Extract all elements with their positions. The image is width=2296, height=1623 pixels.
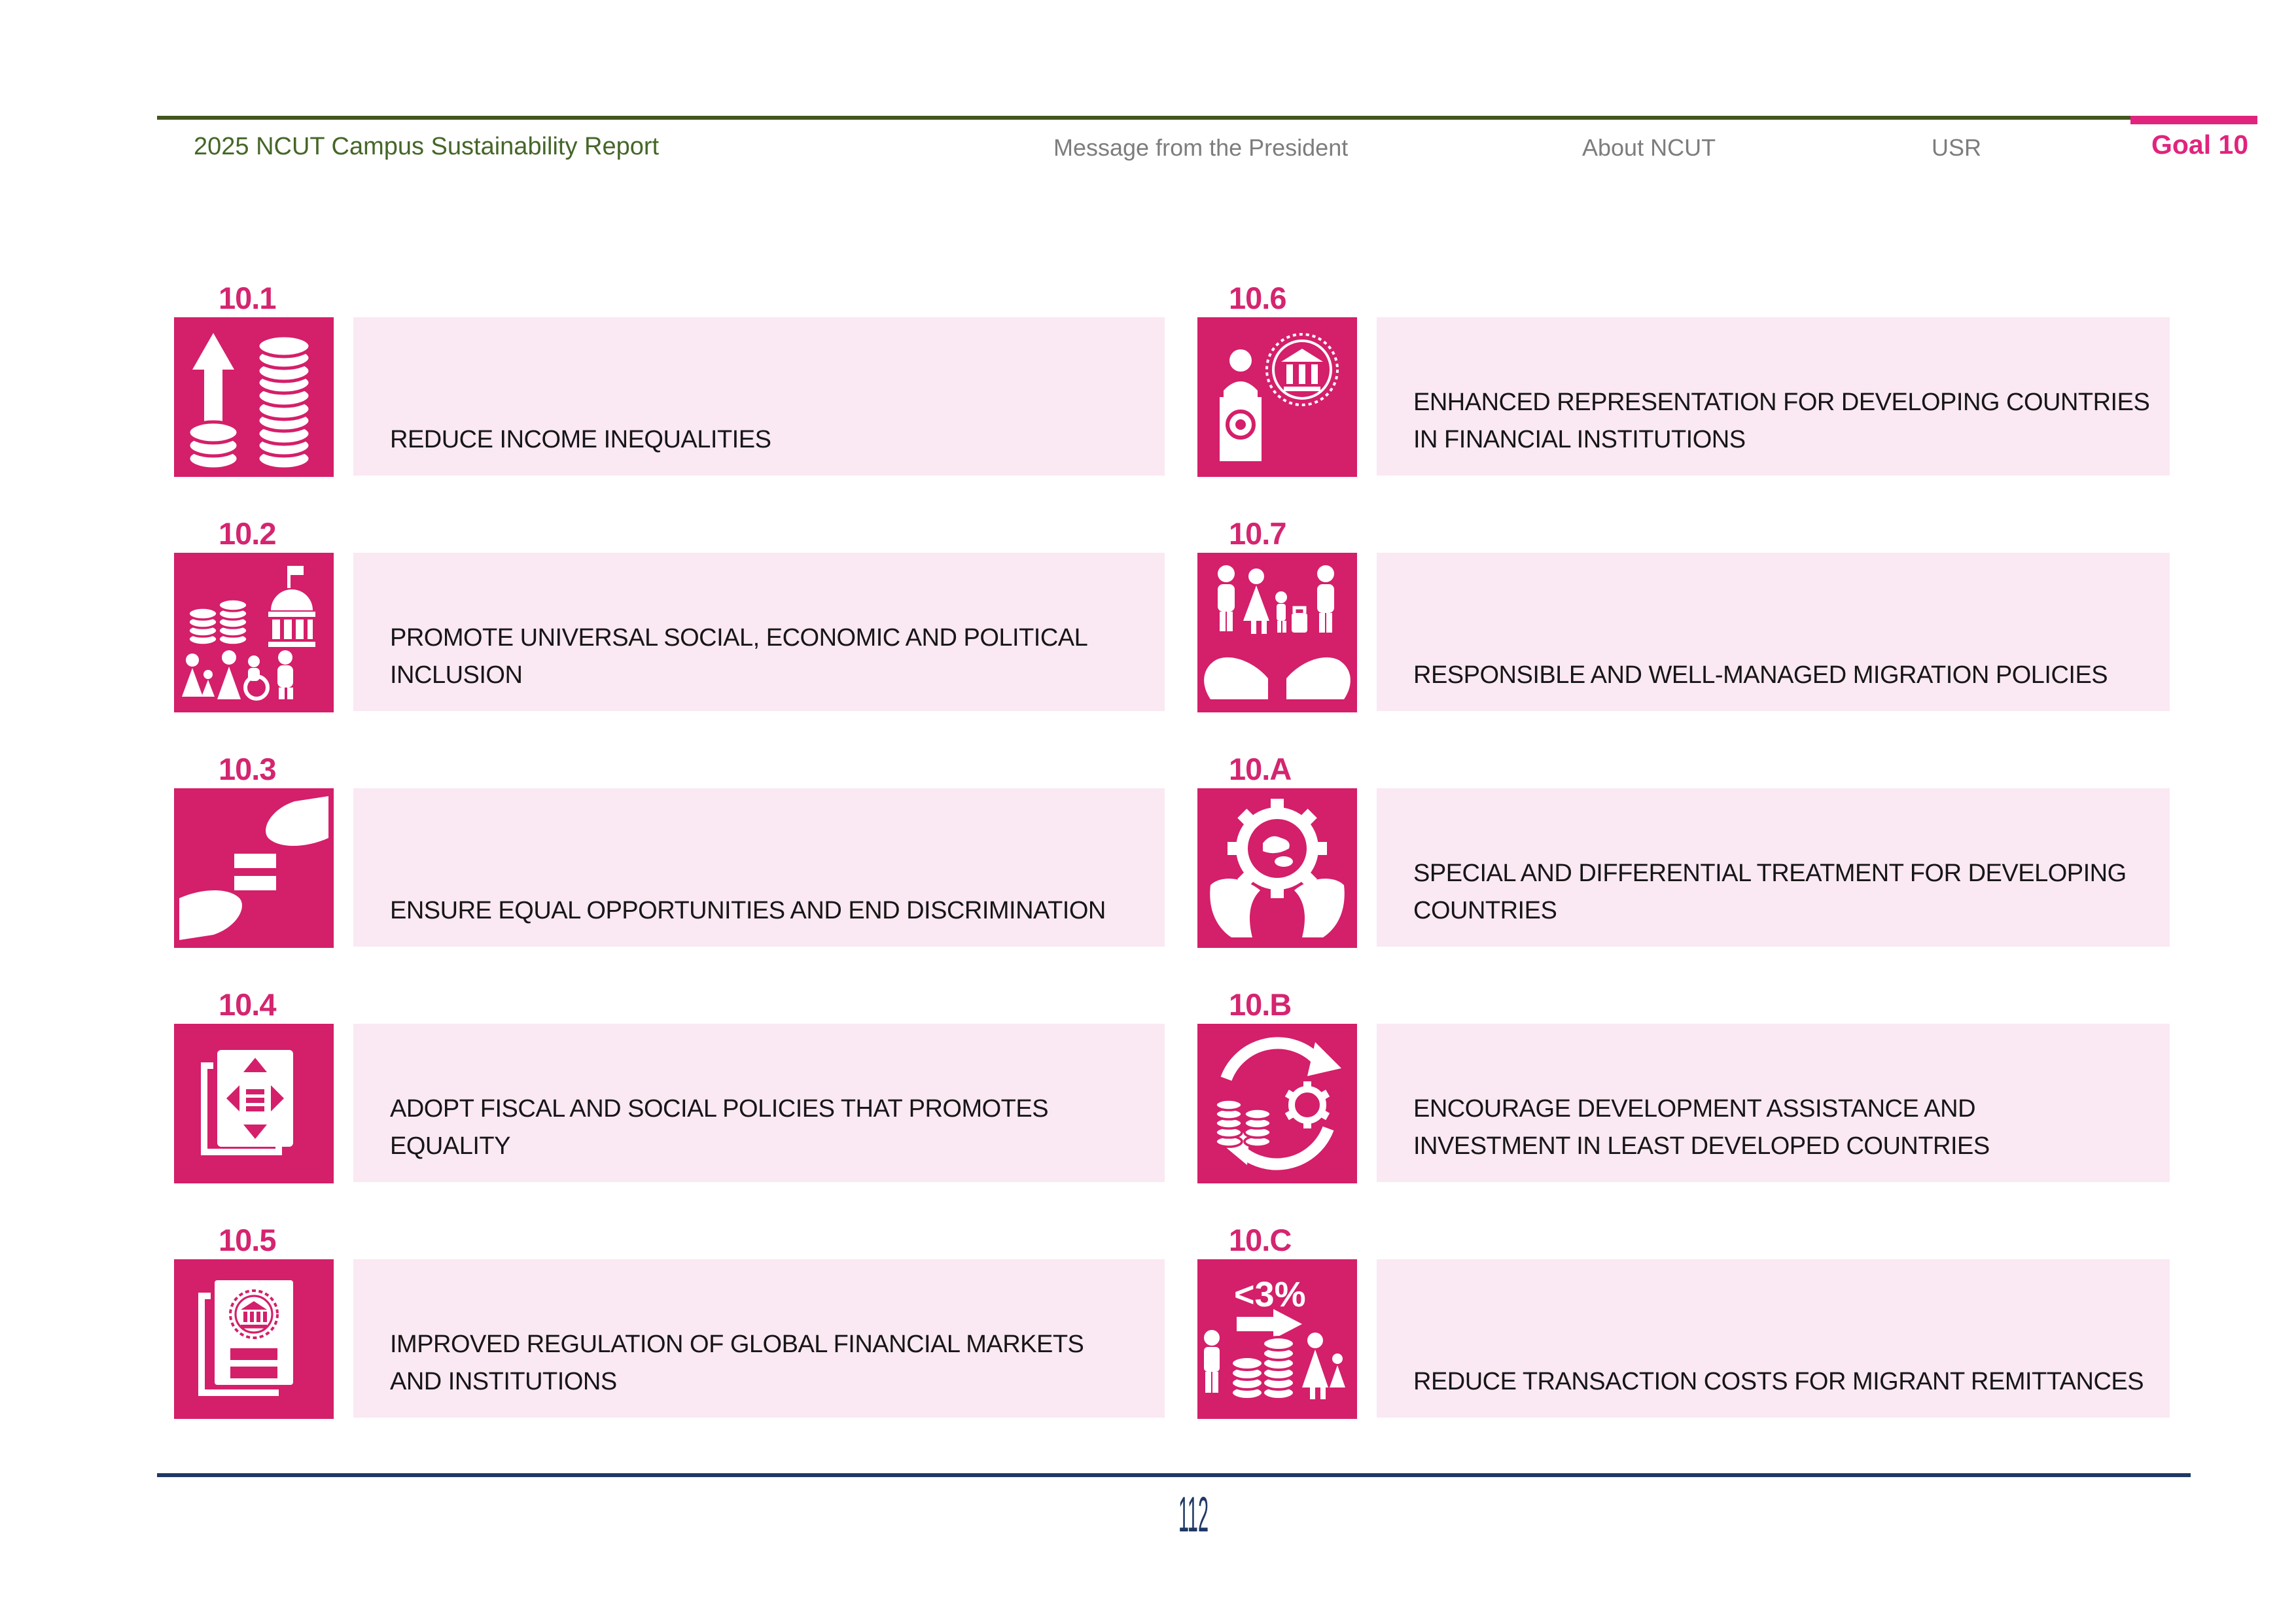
- inclusion-people-government-icon: [174, 553, 334, 712]
- header-divider-line: [157, 116, 2130, 120]
- target-number: 10.3: [219, 752, 276, 786]
- target-number: 10.A: [1229, 752, 1292, 786]
- target-text-line: RESPONSIBLE AND WELL-MANAGED MIGRATION POLICIES: [1413, 661, 2108, 689]
- target-text-line: SPECIAL AND DIFFERENTIAL TREATMENT FOR DEVELOPING: [1413, 860, 2127, 887]
- fiscal-policy-document-icon: [174, 1024, 334, 1183]
- target-banner: [1377, 1259, 2170, 1418]
- target-number: 10.5: [219, 1223, 276, 1257]
- target-number: 10.2: [219, 516, 276, 551]
- page-number: 112: [1178, 1487, 1209, 1543]
- target-number: 10.C: [1229, 1223, 1292, 1257]
- target-text-line: COUNTRIES: [1413, 897, 1557, 924]
- development-assistance-cycle-icon: [1197, 1024, 1357, 1183]
- target-text-line: REDUCE TRANSACTION COSTS FOR MIGRANT REMITTANCES: [1413, 1368, 2144, 1395]
- nav-item-goal-10[interactable]: Goal 10: [2151, 130, 2249, 160]
- target-number: 10.6: [1229, 281, 1286, 315]
- target-text-line: AND INSTITUTIONS: [390, 1368, 617, 1395]
- target-text-line: ENSURE EQUAL OPPORTUNITIES AND END DISCRIMINATION: [390, 897, 1106, 924]
- nav-item-usr[interactable]: USR: [1932, 134, 1982, 161]
- target-text-line: ENCOURAGE DEVELOPMENT ASSISTANCE AND: [1413, 1095, 1976, 1123]
- target-number: 10.B: [1229, 987, 1292, 1022]
- nav-item-about-ncut[interactable]: About NCUT: [1582, 134, 1716, 161]
- target-number: 10.7: [1229, 516, 1286, 551]
- target-text-line: IN FINANCIAL INSTITUTIONS: [1413, 426, 1746, 453]
- target-banner: [1377, 317, 2170, 476]
- equality-hands-icon: [174, 788, 334, 948]
- target-banner: [353, 1259, 1165, 1418]
- footer-divider-line: [157, 1473, 2191, 1477]
- target-text-line: ENHANCED REPRESENTATION FOR DEVELOPING COUNTRIES: [1413, 389, 2150, 416]
- target-text-line: REDUCE INCOME INEQUALITIES: [390, 426, 771, 453]
- financial-regulation-document-icon: [174, 1259, 334, 1419]
- less-than-3-percent-label: <3%: [1234, 1275, 1306, 1314]
- target-banner: [1377, 788, 2170, 947]
- target-card-10-6: [1197, 280, 2296, 476]
- active-tab-highlight-bar: [2130, 116, 2257, 124]
- income-growth-coins-icon: [174, 317, 334, 477]
- target-card-10-7: [1197, 515, 2296, 711]
- target-banner: [353, 553, 1165, 711]
- target-number: 10.1: [219, 281, 276, 315]
- target-number: 10.4: [219, 987, 276, 1022]
- remittance-costs-icon: [1197, 1259, 1357, 1419]
- target-banner: [353, 1024, 1165, 1182]
- target-banner: [353, 788, 1165, 947]
- target-banner: [1377, 1024, 2170, 1182]
- target-text-line: ADOPT FISCAL AND SOCIAL POLICIES THAT PROMOTES: [390, 1095, 1049, 1123]
- target-text-line: IMPROVED REGULATION OF GLOBAL FINANCIAL MARKETS: [390, 1331, 1084, 1358]
- target-text-line: PROMOTE UNIVERSAL SOCIAL, ECONOMIC AND POLITICAL: [390, 624, 1088, 652]
- target-card-10-a: [1197, 751, 2296, 947]
- target-banner: [1377, 553, 2170, 711]
- target-text-line: EQUALITY: [390, 1132, 510, 1160]
- target-card-10-c: [1197, 1222, 2296, 1418]
- target-text-line: INCLUSION: [390, 661, 523, 689]
- report-title: 2025 NCUT Campus Sustainability Report: [194, 133, 660, 160]
- target-card-10-b: [1197, 986, 2296, 1182]
- migration-family-hands-icon: [1197, 553, 1357, 712]
- nav-item-message-from-president[interactable]: Message from the President: [1053, 134, 1349, 161]
- target-text-line: INVESTMENT IN LEAST DEVELOPED COUNTRIES: [1413, 1132, 1990, 1160]
- target-banner: [353, 317, 1165, 476]
- globe-gear-hands-icon: [1197, 788, 1357, 948]
- representation-podium-seal-icon: [1197, 317, 1357, 477]
